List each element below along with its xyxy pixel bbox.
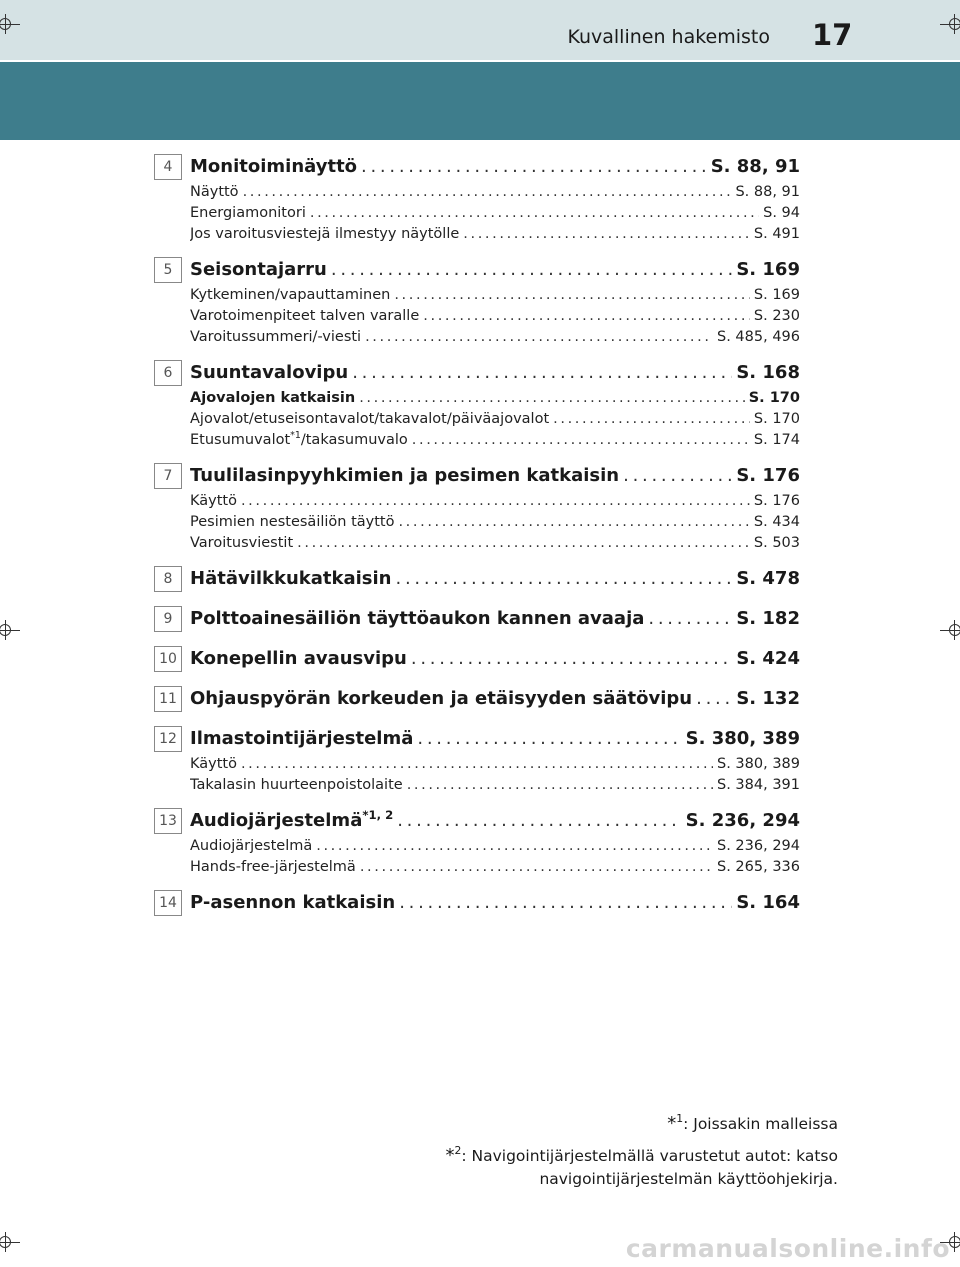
section-title (190, 152, 357, 182)
index-entry[interactable] (190, 836, 800, 857)
entry-label (190, 775, 403, 796)
entry-label (190, 224, 459, 245)
dot-leader (360, 857, 713, 878)
page-reference: S. 88, 91 (710, 156, 800, 177)
entry-label-text: Ajovalojen katkaisin (190, 390, 356, 406)
entry-label (190, 491, 237, 512)
entry-label (190, 306, 419, 327)
entry-label-text: Takalasin huurteenpoistolaite (190, 777, 403, 793)
footnote (408, 1112, 838, 1136)
entry-label (190, 857, 356, 878)
index-section (154, 564, 800, 594)
page-reference: S. 182 (736, 608, 800, 629)
page-reference: S. 491 (753, 226, 800, 242)
section-title (190, 724, 413, 754)
entry-label (190, 182, 239, 203)
entry-label (190, 409, 549, 430)
page-reference: S. 236, 294 (685, 810, 800, 831)
entry-label-text: Jos varoitusviestejä ilmestyy näytölle (190, 226, 460, 242)
dot-leader (399, 888, 732, 918)
footnote-marker (446, 1145, 462, 1166)
section-heading[interactable] (190, 644, 800, 674)
page-reference: S. 380, 389 (685, 728, 800, 749)
index-entry[interactable] (190, 182, 800, 203)
entry-label (190, 533, 293, 554)
entry-label (190, 388, 355, 409)
dot-leader (417, 724, 681, 754)
index-entry[interactable] (190, 430, 800, 451)
dot-leader (241, 754, 713, 775)
section-title (190, 358, 348, 388)
index-section (154, 152, 800, 245)
index-section (154, 888, 800, 918)
entry-label-text: Pesimien nestesäiliön täyttö (190, 514, 395, 530)
page-reference: S. 168 (736, 362, 800, 383)
entry-label (190, 836, 312, 857)
index-section (154, 358, 800, 451)
dot-leader (394, 285, 750, 306)
section-number-badge: 14 (154, 890, 182, 916)
section-number-badge: 10 (154, 646, 182, 672)
index-entry[interactable] (190, 857, 800, 878)
index-entry[interactable] (190, 533, 800, 554)
section-title-text: Ohjauspyörän korkeuden ja etäisyyden säätövipu (190, 688, 693, 709)
entry-label-text: Hands-free-järjestelmä (190, 859, 356, 875)
page-reference: S. 169 (753, 287, 800, 303)
index-section (154, 461, 800, 554)
entry-label-text: Ajovalot/etuseisontavalot/takavalot/päiväajovalot (190, 411, 550, 427)
footnote-asterisk: * (445, 1145, 455, 1166)
section-number-badge: 5 (154, 257, 182, 283)
entry-label-text: Varoitussummeri/-viesti (190, 329, 362, 345)
crop-mark-icon (940, 620, 960, 640)
section-number-badge: 9 (154, 606, 182, 632)
section-heading[interactable] (190, 888, 800, 918)
entry-label (190, 512, 394, 533)
section-heading[interactable] (190, 684, 800, 714)
dot-leader (463, 224, 750, 245)
section-heading[interactable] (190, 806, 800, 836)
page-reference: S. 88, 91 (735, 184, 800, 200)
section-heading[interactable] (190, 358, 800, 388)
index-entry[interactable] (190, 491, 800, 512)
footnote-marker (667, 1113, 683, 1134)
section-title-text: Hätävilkkukatkaisin (190, 568, 392, 589)
header-color-bar (0, 62, 960, 140)
footnote-number: 2 (454, 1144, 462, 1157)
footnote-ref: *1, 2 (362, 808, 394, 822)
header-title: Kuvallinen hakemisto (567, 26, 770, 48)
crop-mark-icon (0, 620, 20, 640)
index-entry[interactable] (190, 224, 800, 245)
entry-label (190, 430, 408, 451)
section-number-badge: 7 (154, 463, 182, 489)
dot-leader (310, 203, 759, 224)
entry-label-suffix: /takasumuvalo (300, 432, 408, 448)
footnote-ref: *1 (290, 430, 301, 442)
entry-label-text: Etusumuvalot (190, 432, 291, 448)
dot-leader (243, 182, 732, 203)
dot-leader (696, 684, 732, 714)
entry-label (190, 285, 390, 306)
dot-leader (361, 152, 707, 182)
entry-label-text: Käyttö (190, 756, 237, 772)
page-reference: S. 230 (753, 308, 800, 324)
section-title (190, 644, 407, 674)
index-section (154, 644, 800, 674)
page-reference: S. 384, 391 (717, 777, 800, 793)
section-title-text: Ilmastointijärjestelmä (190, 728, 414, 749)
dot-leader (553, 409, 750, 430)
page-reference: S. 94 (763, 205, 800, 221)
index-entry[interactable] (190, 754, 800, 775)
section-number-badge: 12 (154, 726, 182, 752)
index-entry[interactable] (190, 512, 800, 533)
dot-leader (411, 644, 732, 674)
footnotes (408, 1112, 838, 1199)
dot-leader (241, 491, 750, 512)
section-number-badge: 13 (154, 808, 182, 834)
section-heading[interactable] (190, 255, 800, 285)
dot-leader (407, 775, 713, 796)
index-content (154, 152, 800, 928)
page-reference: S. 424 (736, 648, 800, 669)
section-number-badge: 11 (154, 686, 182, 712)
section-title-text: Monitoiminäyttö (190, 156, 358, 177)
index-entry[interactable] (190, 203, 800, 224)
index-entry[interactable] (190, 306, 800, 327)
section-heading[interactable] (190, 461, 800, 491)
entry-label-text: Audiojärjestelmä (190, 838, 313, 854)
dot-leader (648, 604, 732, 634)
index-section (154, 724, 800, 796)
dot-leader (359, 388, 745, 409)
index-section (154, 255, 800, 348)
index-entry[interactable] (190, 285, 800, 306)
index-entry[interactable] (190, 409, 800, 430)
entry-label (190, 203, 306, 224)
index-section (154, 684, 800, 714)
page-reference: S. 170 (748, 390, 800, 406)
index-section (154, 806, 800, 878)
entry-label-text: Energiamonitori (190, 205, 306, 221)
dot-leader (331, 255, 732, 285)
footnote-asterisk: * (667, 1113, 677, 1134)
page-reference: S. 485, 496 (717, 329, 800, 345)
section-title (190, 255, 327, 285)
section-title (190, 564, 392, 594)
crop-mark-icon (940, 14, 960, 34)
watermark: carmanualsonline.info (625, 1234, 950, 1263)
footnote (408, 1144, 838, 1191)
section-title (190, 684, 692, 714)
page-reference: S. 236, 294 (717, 838, 800, 854)
entry-label-text: Käyttö (190, 493, 237, 509)
section-title (190, 806, 393, 836)
section-number-badge: 4 (154, 154, 182, 180)
page-reference: S. 503 (753, 535, 800, 551)
footnote-text: : Navigointijärjestelmällä varustetut autot: katso navigointijärjestelmän käyttöohjekirja. (461, 1147, 838, 1188)
section-heading[interactable] (190, 724, 800, 754)
page-reference: S. 380, 389 (717, 756, 800, 772)
section-title (190, 604, 644, 634)
section-title-text: Konepellin avausvipu (190, 648, 407, 669)
footnote-number: 1 (676, 1112, 684, 1125)
page-reference: S. 169 (736, 259, 800, 280)
section-number-badge: 8 (154, 566, 182, 592)
section-heading[interactable] (190, 152, 800, 182)
section-title-text: Audiojärjestelmä (190, 810, 363, 831)
section-title-text: P-asennon katkaisin (190, 892, 396, 913)
dot-leader (397, 806, 681, 836)
entry-label (190, 327, 361, 348)
dot-leader (398, 512, 749, 533)
dot-leader (352, 358, 732, 388)
dot-leader (423, 306, 750, 327)
index-section (154, 604, 800, 634)
section-title-text: Tuulilasinpyyhkimien ja pesimen katkaisin (190, 465, 620, 486)
entry-label-text: Varotoimenpiteet talven varalle (190, 308, 420, 324)
section-title (190, 461, 619, 491)
section-title (190, 888, 395, 918)
footnote-text: : Joissakin malleissa (683, 1115, 838, 1133)
dot-leader (316, 836, 713, 857)
page-number: 17 (812, 18, 853, 52)
page-reference: S. 132 (736, 688, 800, 709)
crop-mark-icon (0, 1232, 20, 1252)
page-reference: S. 265, 336 (717, 859, 800, 875)
entry-label-text: Näyttö (190, 184, 239, 200)
entry-label-text: Kytkeminen/vapauttaminen (190, 287, 391, 303)
dot-leader (365, 327, 713, 348)
page-reference: S. 176 (736, 465, 800, 486)
index-entry[interactable] (190, 775, 800, 796)
page-reference: S. 176 (753, 493, 800, 509)
section-title-text: Suuntavalovipu (190, 362, 349, 383)
entry-label-text: Varoitusviestit (190, 535, 294, 551)
page-reference: S. 174 (753, 432, 800, 448)
dot-leader (412, 430, 750, 451)
dot-leader (396, 564, 733, 594)
section-title-text: Seisontajarru (190, 259, 327, 280)
section-heading[interactable] (190, 604, 800, 634)
page-reference: S. 164 (736, 892, 800, 913)
section-heading[interactable] (190, 564, 800, 594)
page-reference: S. 434 (753, 514, 800, 530)
crop-mark-icon (0, 14, 20, 34)
index-entry[interactable] (190, 327, 800, 348)
section-number-badge: 6 (154, 360, 182, 386)
page-reference: S. 478 (736, 568, 800, 589)
dot-leader (297, 533, 750, 554)
section-title-text: Polttoainesäiliön täyttöaukon kannen avaaja (190, 608, 645, 629)
index-entry[interactable] (190, 388, 800, 409)
entry-label (190, 754, 237, 775)
page-reference: S. 170 (753, 411, 800, 427)
dot-leader (623, 461, 732, 491)
